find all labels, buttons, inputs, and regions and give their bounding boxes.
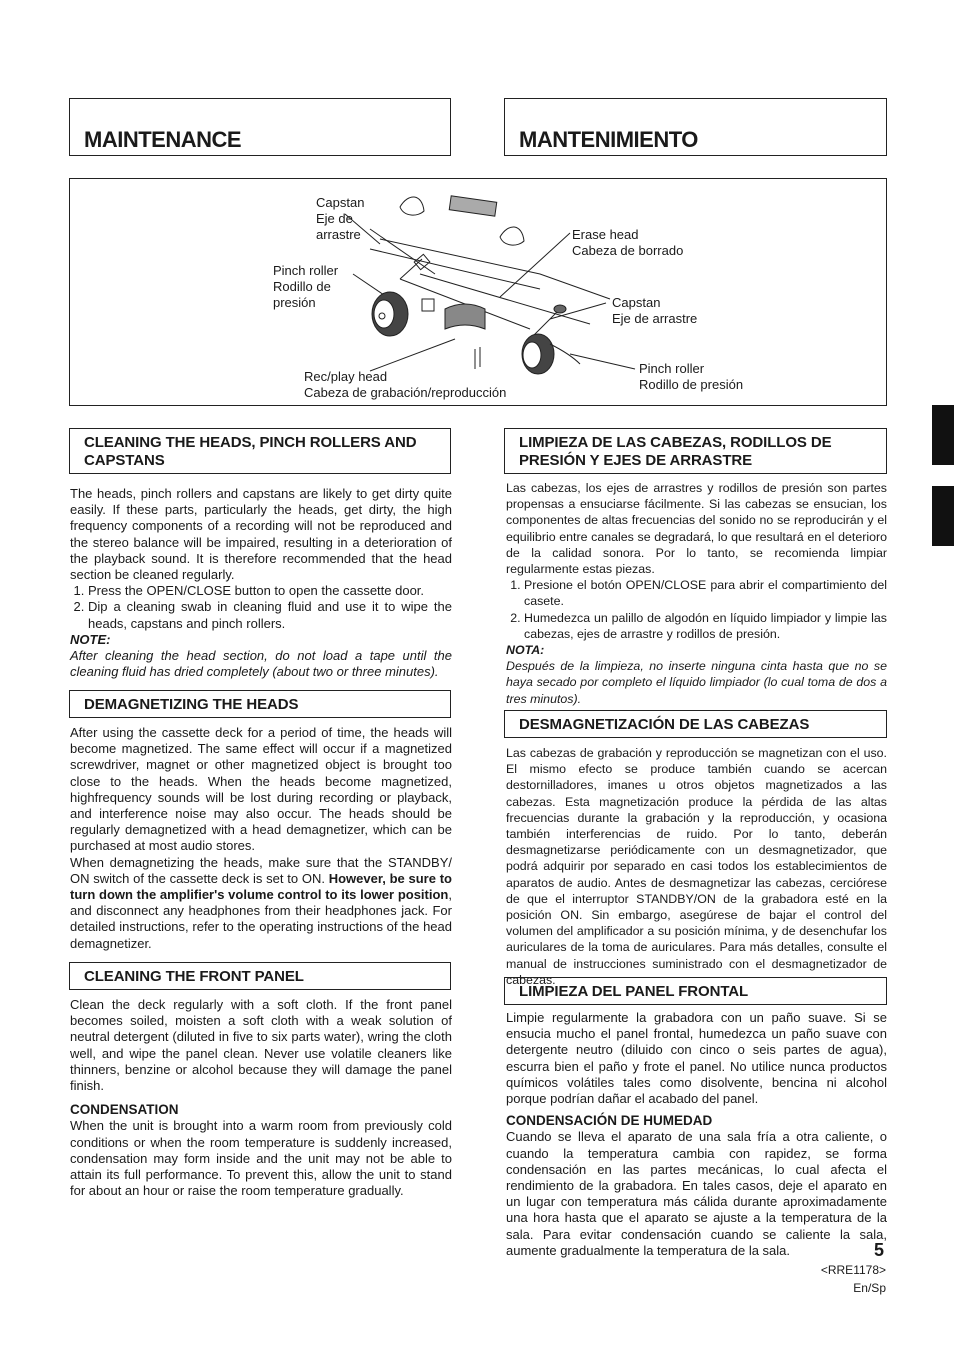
front-panel-body: Clean the deck regularly with a soft cloth. If the front panel becomes soiled, moisten a soft cloth with a weak solution of neutral detergent (diluted in five to six parts water), wring the cloth well, and wipe the panel clean. Never use volatile cleaners like thinners, benzine or alcohol because they will damage the panel finish. xyxy=(70,997,452,1094)
list-item: 1. Presione el botón OPEN/CLOSE para abrir el compartimiento del casete. xyxy=(524,577,887,609)
section-heading-front-panel: CLEANING THE FRONT PANEL xyxy=(69,962,451,990)
title-box-es xyxy=(504,98,887,156)
section-heading-panel-frontal: LIMPIEZA DEL PANEL FRONTAL xyxy=(504,977,887,1005)
front-panel-text xyxy=(70,997,452,1199)
demagnetizing-text xyxy=(70,725,452,952)
cleaning-heads-body: The heads, pinch rollers and capstans are likely to get dirty quite easily. If these parts, particularly the heads, get dirty, the high frequency components of a recording will not be reproduced and the stereo balance will be impaired, resulting in a deterioration of the playback sound. It is therefore recommended that the head section be cleaned regularly. xyxy=(70,486,452,583)
section-heading-demagnetizing: DEMAGNETIZING THE HEADS xyxy=(69,690,451,718)
label-rec-play-head: Rec/play head Cabeza de grabación/reproducción xyxy=(304,369,507,400)
note-heading: NOTE: xyxy=(70,631,111,647)
list-item: 2. Humedezca un palillo de algodón en líquido limpiador y limpie las cabezas, ejes de arrastre y rodillos de presión. xyxy=(524,610,887,642)
edge-tab-upper xyxy=(932,405,954,465)
condensation-heading: CONDENSATION xyxy=(70,1102,179,1118)
section-heading-cleaning-heads: CLEANING THE HEADS, PINCH ROLLERS AND CAPSTANS xyxy=(69,428,451,474)
limpieza-steps-list xyxy=(506,577,887,642)
panel-frontal-body: Limpie regularmente la grabadora con un paño suave. Si se ensucia mucho el panel frontal, humedezca un paño suave con detergente neutro (diluido con cinco o seis partes de agua), escurra bien el paño y frote el panel. No utilice nunca productos químicos volátiles tales como disolvente, bencina ni alcohol porque podrían dañar el acabado del panel. xyxy=(506,1010,887,1107)
label-pinch-roller-right: Pinch roller Rodillo de presión xyxy=(639,361,744,392)
document-code: <RRE1178> xyxy=(820,1263,886,1277)
limpieza-cabezas-body: Las cabezas, los ejes de arrastres y rodillos de presión son partes propensas a ensuciarse fácilmente. Si las cabezas se ensucian, los componentes de altas frecuencias del sonido no se reproducirán y el equilibrio entre canales se degradará, lo que resultará en el deterioro de la calidad sonora. Por lo tanto, se recomienda limpiar regularmente estas piezas. xyxy=(506,481,887,577)
cleaning-heads-text xyxy=(70,486,452,680)
language-indicator: En/Sp xyxy=(853,1281,886,1295)
page-title-en: MAINTENANCE xyxy=(84,127,242,152)
desmagnetizacion-text xyxy=(506,745,887,988)
label-capstan-right: Capstan Eje de arrastre xyxy=(612,295,698,326)
demagnetizing-body-2: When demagnetizing the heads, make sure that the STANDBY/ ON switch of the cassette deck is set to ON. However, be sure to turn down the amplifier's volume control to its lower position, and disconnect any headphones from their headphones jack. For detailed instructions, refer to the operating instructions of the head demagnetizer. xyxy=(70,854,452,951)
nota-heading: NOTA: xyxy=(506,643,545,658)
desmagnetizacion-body: Las cabezas de grabación y reproducción se magnetizan con el uso. El mismo efecto se produce también cuando se acercan destornilladores, imanes u otros objetos magnetizados a las cabezas. Esta magnetización produce la pérdida de las altas frecuencias durante la grabación y la reproducción, y ocasiona también interferencias de ruido. Por lo tanto, deberán desmagnetizarse periódicamente con un desmagnetizador, que podrá adquirir por separado en casi todos los establecimientos de aparatos de audio. Antes de desmagnetizar las cabezas, cerciórese de que el interruptor STANDBY/ON de la grabadora esté en la posición ON. Sin embargo, asegúrese de bajar el control del volumen del amplificador a su posición mínima, y de desenchufar los auriculares de la toma de auriculares. Para más detalles, consulte el manual de instrucciones suministrado con el desmagnetizador de cabezas. xyxy=(506,746,887,987)
page-title-es: MANTENIMIENTO xyxy=(519,127,698,152)
nota-text: Después de la limpieza, no inserte ninguna cinta hasta que no se haya secado por completo el líquido limpiador (lo cual toma de dos a tres minutos). xyxy=(506,659,887,706)
section-heading-limpieza-cabezas: LIMPIEZA DE LAS CABEZAS, RODILLOS DE PRESIÓN Y EJES DE ARRASTRE xyxy=(504,428,887,474)
edge-tab-lower xyxy=(932,486,954,546)
condensation-body: When the unit is brought into a warm room from previously cold conditions or when the room temperature is suddenly increased, condensation may form inside and the unit may not be able to attain its full performance. To prevent this, allow the unit to stand for about an hour or raise the room temperature gradually. xyxy=(70,1118,452,1199)
title-box-en xyxy=(69,98,451,156)
list-item: 2. Dip a cleaning swab in cleaning fluid and use it to wipe the heads, capstans and pinch rollers. xyxy=(88,599,452,631)
tape-mechanism-diagram xyxy=(69,178,887,406)
note-text: After cleaning the head section, do not load a tape until the cleaning fluid has dried completely (about two or three minutes). xyxy=(70,648,452,680)
page-number: 5 xyxy=(874,1240,885,1260)
label-pinch-roller-left: Pinch roller Rodillo de presión xyxy=(273,263,339,310)
limpieza-cabezas-text xyxy=(506,480,887,707)
condensacion-body: Cuando se lleva el aparato de una sala fría a otra caliente, o cuando la temperatura cambia con rapidez, se forma condensación en las partes mecánicas, lo cual afecta el rendimiento de la grabadora. En tales casos, deje el aparato en un lugar con temperatura más cálida durante aproximadamente una hora hasta que el aparato se ajuste a la temperatura de la sala. Para evitar condensación cuando se caliente la sala, aumente gradualmente la temperatura de la sala. xyxy=(506,1129,887,1258)
panel-frontal-text xyxy=(506,1010,887,1259)
list-item: 1. Press the OPEN/CLOSE button to open the cassette door. xyxy=(88,583,452,599)
label-capstan-left: Capstan Eje de arrastre xyxy=(316,195,365,242)
demagnetizing-body-1: After using the cassette deck for a period of time, the heads will become magnetized. The same effect will occur if a magnetized screwdriver, magnet or other magnetized object is brought too close to the heads. When the heads become magnetized, highfrequency sounds will be lost during recording or playback, and interference noise may also occur. The heads should be regularly demagnetized with a head demagnetizer, which can be purchased at most audio stores. xyxy=(70,725,452,854)
cleaning-steps-list xyxy=(70,583,452,632)
label-erase-head: Erase head Cabeza de borrado xyxy=(572,227,684,258)
condensacion-heading: CONDENSACIÓN DE HUMEDAD xyxy=(506,1113,713,1129)
section-heading-desmagnetizacion: DESMAGNETIZACIÓN DE LAS CABEZAS xyxy=(504,710,887,738)
